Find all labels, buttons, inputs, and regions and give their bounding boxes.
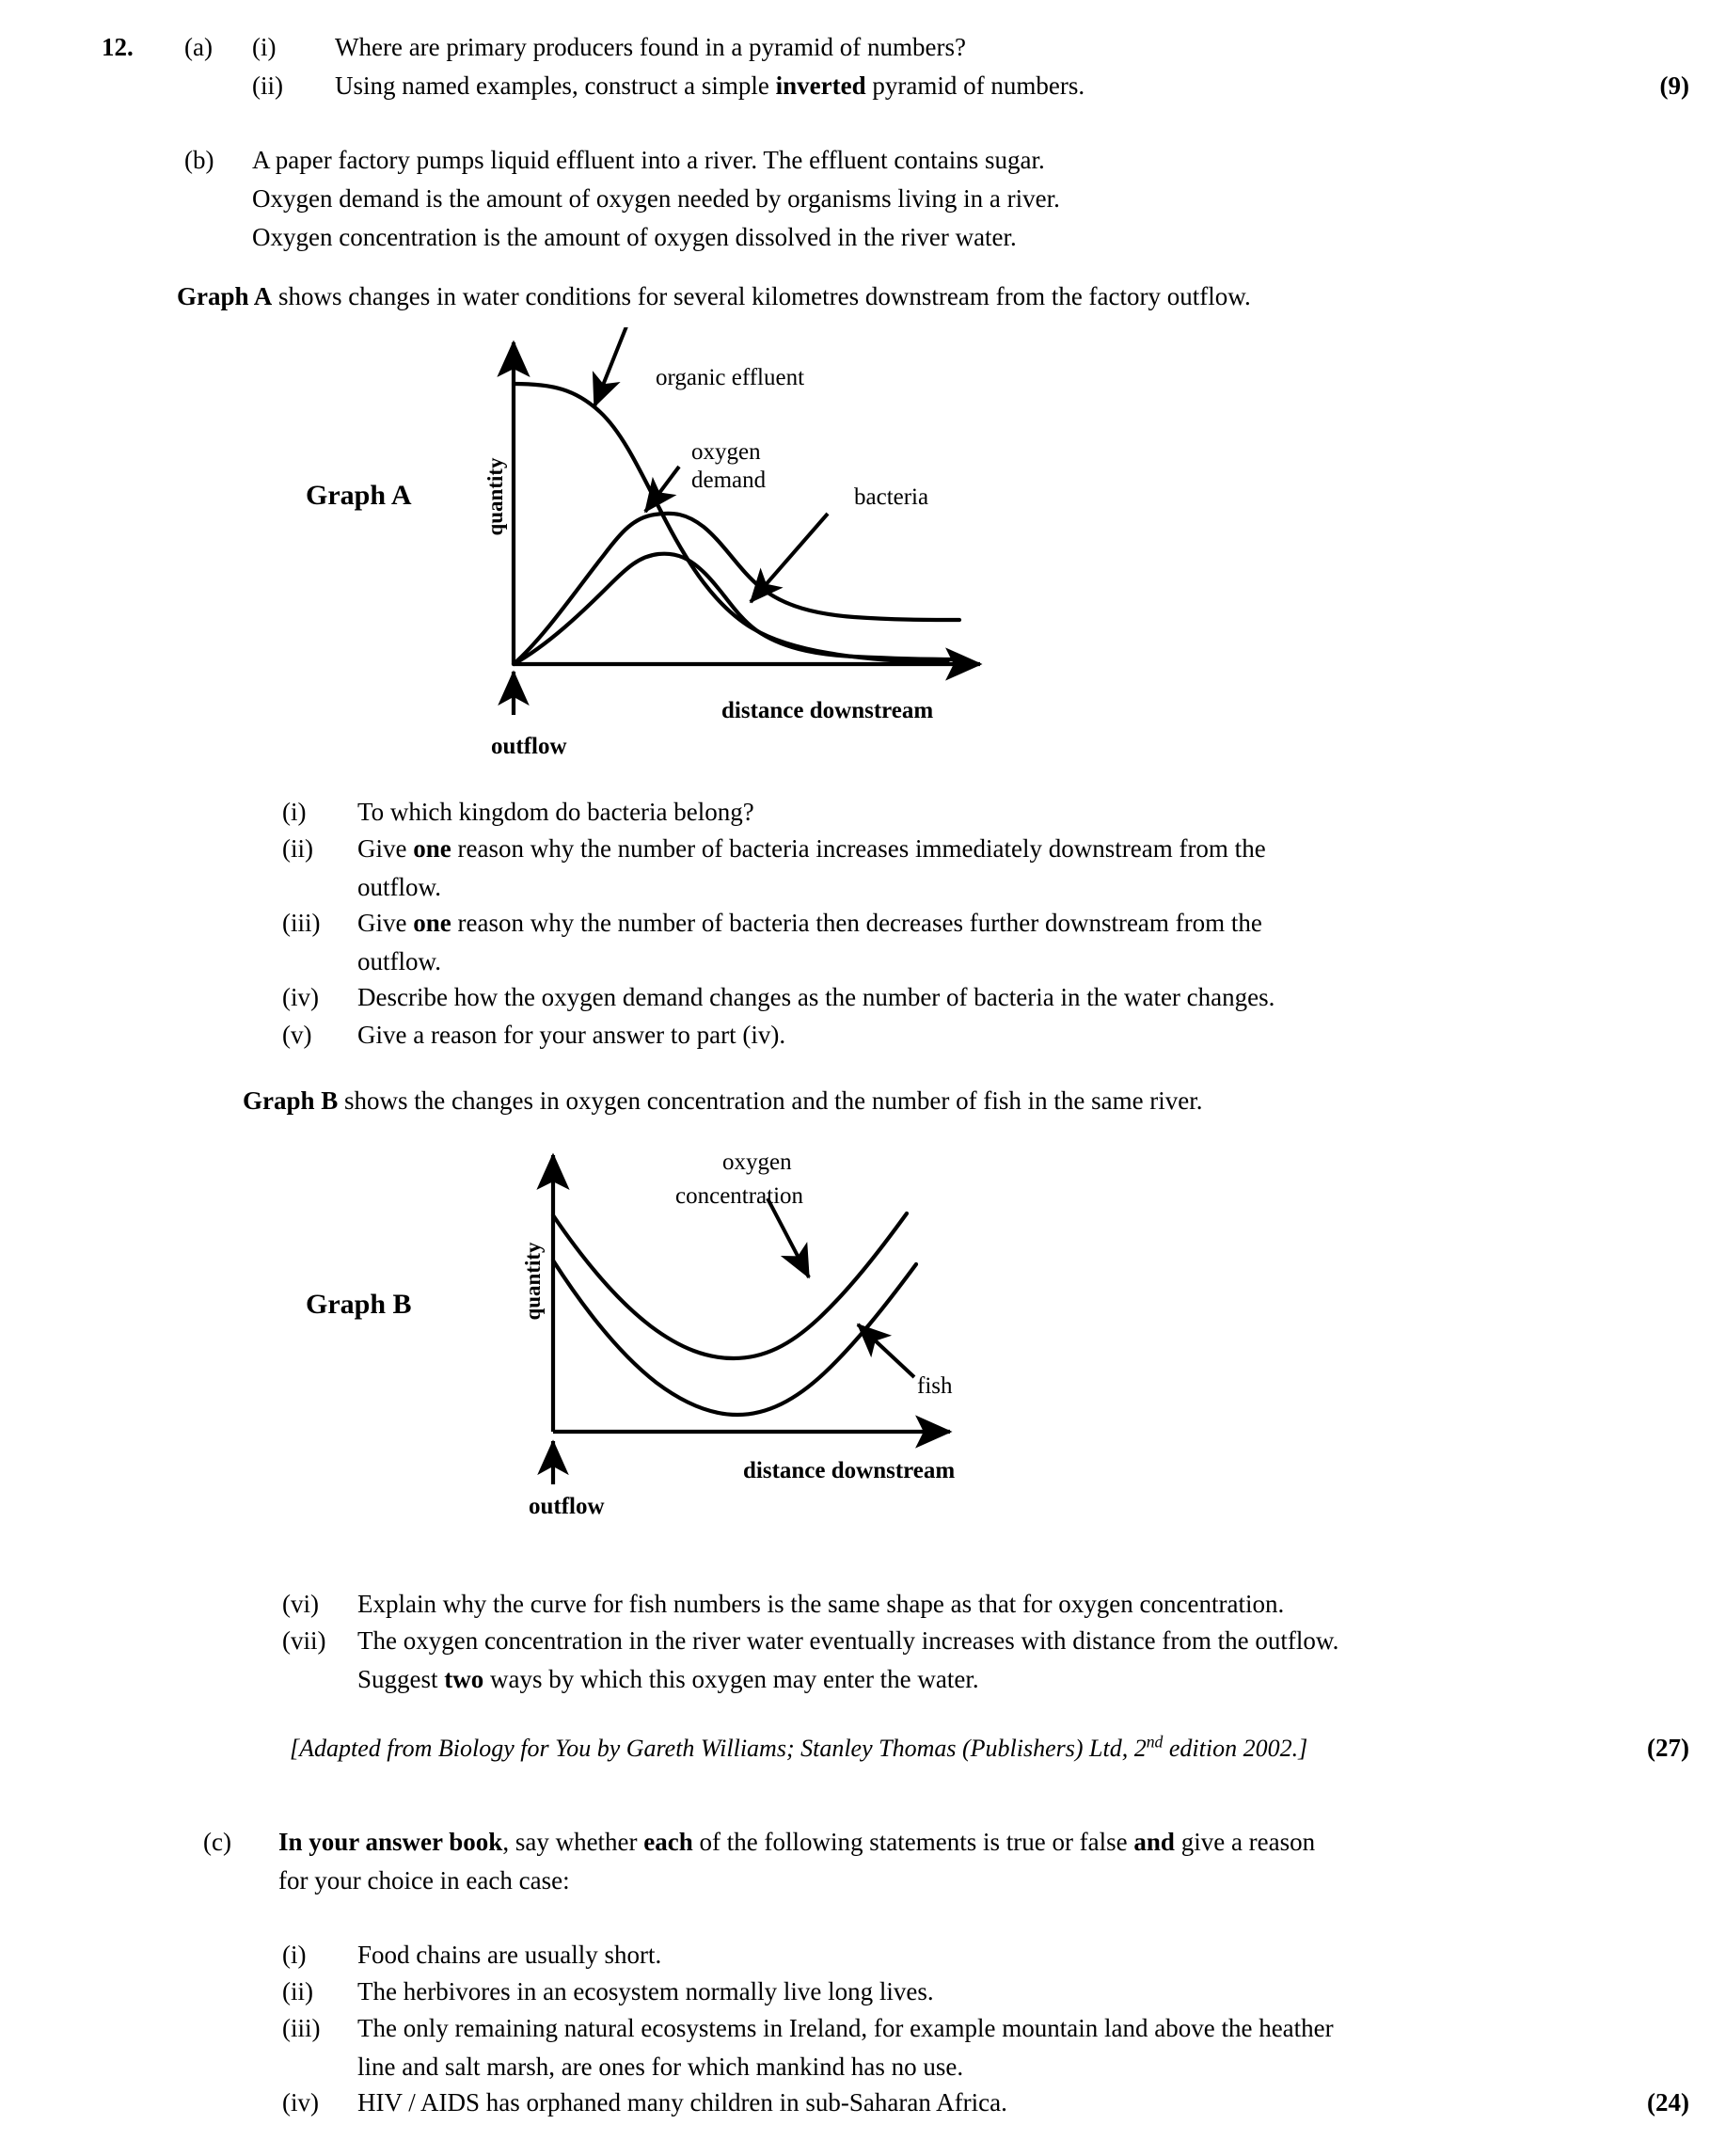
part-c-lead-bold-3: and (1133, 1828, 1175, 1856)
part-b-item-iii-text: Give one reason why the number of bacteria then decreases further downstream from the outflow. (357, 904, 1514, 981)
part-a-item-i-text: Where are primary producers found in a pyramid of numbers? (335, 33, 966, 61)
part-c-item-iii-roman: (iii) (282, 2014, 321, 2042)
emphasis-two: two (444, 1665, 484, 1693)
part-b-intro (252, 141, 1475, 257)
part-b-item-vii-roman: (vii) (282, 1626, 326, 1655)
part-c-item-ii-text: The herbivores in an ecosystem normally live long lives. (357, 1977, 934, 2005)
graph-a-outflow-label: outflow (491, 734, 567, 759)
part-b-item-iv-text: Describe how the oxygen demand changes as the number of bacteria in the water changes. (357, 983, 1275, 1011)
part-b-item-vii-cont: Suggest two ways by which this oxygen may enter the water. (357, 1665, 979, 1693)
graph-a-annotation-oxygen-line2: demand (691, 468, 767, 493)
part-b-item-vi-text: Explain why the curve for fish numbers is the same shape as that for oxygen concentration. (357, 1590, 1285, 1618)
marks-part-c: (24) (1647, 2088, 1689, 2116)
part-b-item-vi-roman: (vi) (282, 1590, 319, 1618)
graph-a-title: Graph A (306, 480, 412, 511)
graph-a-figure (478, 327, 1023, 760)
emphasis-one-2: one (413, 909, 451, 937)
graph-a-annotation-oxygen-line1: oxygen (691, 439, 761, 465)
graph-a-xlabel: distance downstream (721, 698, 934, 723)
source-citation: [Adapted from Biology for You by Gareth Williams; Stanley Thomas (Publishers) Ltd, 2nd edition 2002.] (290, 1732, 1308, 1762)
graph-a-intro-bold: Graph A (177, 282, 273, 310)
part-c-label: (c) (203, 1828, 231, 1856)
graph-b-ylabel: quantity (521, 1242, 545, 1321)
part-b-intro-line-3: Oxygen concentration is the amount of oxygen dissolved in the river water. (252, 223, 1017, 251)
part-b-item-iii-cont: outflow. (357, 947, 441, 975)
graph-b-annotation-fish: fish (917, 1373, 953, 1399)
graph-a-intro-rest: shows changes in water conditions for several kilometres downstream from the factory outflow. (272, 282, 1251, 310)
graph-a-intro (177, 277, 1512, 316)
graph-b-intro-bold: Graph B (243, 1086, 339, 1115)
part-a-item-ii-roman: (ii) (252, 71, 283, 100)
part-b-intro-line-2: Oxygen demand is the amount of oxygen needed by organisms living in a river. (252, 184, 1060, 213)
question-number: 12. (102, 33, 134, 61)
part-b-item-ii-roman: (ii) (282, 834, 313, 863)
graph-b-annotation-oxygen-line2: concentration (675, 1183, 804, 1209)
part-c-item-i-text: Food chains are usually short. (357, 1941, 662, 1969)
graph-b-xlabel: distance downstream (743, 1458, 956, 1483)
graph-b-intro-rest: shows the changes in oxygen concentration and the number of fish in the same river. (338, 1086, 1203, 1115)
part-b-item-ii-cont: outflow. (357, 873, 441, 901)
part-b-intro-line-1: A paper factory pumps liquid effluent into a river. The effluent contains sugar. (252, 146, 1045, 174)
part-c-lead-bold-2: each (643, 1828, 693, 1856)
part-b-item-v-roman: (v) (282, 1021, 312, 1049)
part-b-item-iv-roman: (iv) (282, 983, 319, 1011)
part-a-label: (a) (184, 33, 213, 61)
marks-part-a: (9) (1659, 71, 1689, 100)
part-a-item-ii-text: Using named examples, construct a simple inverted pyramid of numbers. (335, 71, 1085, 100)
part-b-item-iii-roman: (iii) (282, 909, 321, 937)
graph-a-ylabel: quantity (483, 457, 507, 536)
part-c-lead: In your answer book, say whether each of the following statements is true or false and give a reason for your choice in each case: (278, 1823, 1539, 1900)
emphasis-one: one (413, 834, 451, 863)
citation-ordinal-sup: nd (1146, 1732, 1164, 1752)
part-c-item-i-roman: (i) (282, 1941, 307, 1969)
part-b-item-vii-text: The oxygen concentration in the river water eventually increases with distance from the outflow. Suggest two ways by which this oxygen may enter the water. (357, 1622, 1571, 1699)
part-c-lead-cont: for your choice in each case: (278, 1866, 570, 1894)
part-c-lead-bold-1: In your answer book (278, 1828, 503, 1856)
part-b-label: (b) (184, 146, 214, 174)
graph-b-annotation-oxygen-line1: oxygen (722, 1149, 792, 1175)
graph-b-outflow-label: outflow (529, 1494, 605, 1519)
part-b-item-ii-text: Give one reason why the number of bacteria increases immediately downstream from the outflow. (357, 830, 1514, 907)
graph-a-annotation-bacteria: bacteria (854, 484, 929, 510)
part-c-item-ii-roman: (ii) (282, 1977, 313, 2005)
part-a-item-i-roman: (i) (252, 33, 277, 61)
graph-b-intro (243, 1082, 1560, 1120)
part-b-item-v-text: Give a reason for your answer to part (iv). (357, 1021, 786, 1049)
part-c-item-iv-roman: (iv) (282, 2088, 319, 2116)
part-b-item-i-text: To which kingdom do bacteria belong? (357, 798, 754, 826)
part-c-item-iv-text: HIV / AIDS has orphaned many children in sub-Saharan Africa. (357, 2088, 1007, 2116)
graph-b-title: Graph B (306, 1289, 412, 1320)
inverted-emphasis: inverted (775, 71, 866, 100)
part-c-item-iii-text: The only remaining natural ecosystems in Ireland, for example mountain land above the heather line and salt marsh, are ones for which mankind has no use. (357, 2009, 1590, 2086)
marks-part-b: (27) (1647, 1734, 1689, 1762)
graph-a-annotation-organic-effluent: organic effluent (656, 365, 805, 390)
part-b-item-i-roman: (i) (282, 798, 307, 826)
part-c-item-iii-cont: line and salt marsh, are ones for which mankind has no use. (357, 2053, 964, 2081)
